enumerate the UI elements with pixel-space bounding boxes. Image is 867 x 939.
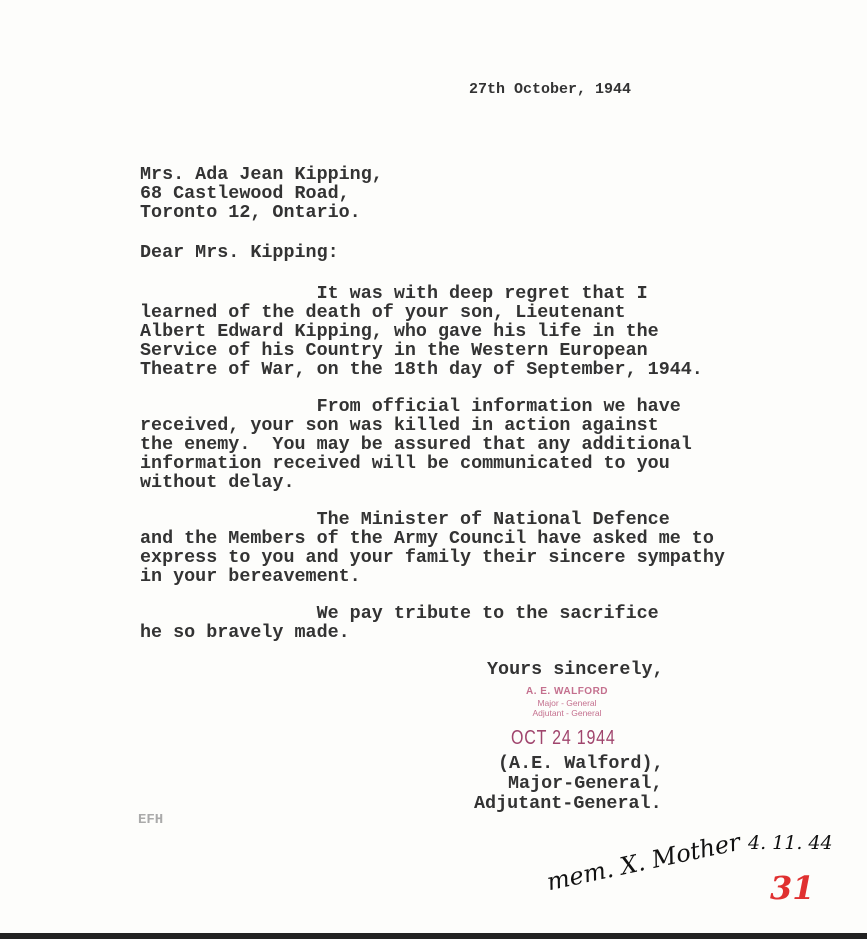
paragraph-1 <box>140 284 703 379</box>
line: information received will be communicated to you <box>140 453 670 474</box>
line: Theatre of War, on the 18th day of September, 1944. <box>140 359 703 380</box>
closing: Yours sincerely, <box>487 659 664 680</box>
scan-edge <box>0 933 867 939</box>
handwritten-note: mem. X. Mother <box>544 827 743 897</box>
paragraph-2 <box>140 397 692 492</box>
line: he so bravely made. <box>140 622 350 643</box>
line: Service of his Country in the Western European <box>140 340 648 361</box>
paragraph-3 <box>140 510 725 586</box>
line: without delay. <box>140 472 295 493</box>
line: The Minister of National Defence <box>140 509 670 530</box>
address-line: Mrs. Ada Jean Kipping, <box>140 164 383 185</box>
letter-date: 27th October, 1944 <box>469 81 632 98</box>
salutation <box>140 243 339 262</box>
line: in your bereavement. <box>140 566 361 587</box>
signatory-role: Adjutant-General. <box>474 793 662 814</box>
line: express to you and your family their sincere sympathy <box>140 547 725 568</box>
stamp-rank: Major - General <box>537 698 597 708</box>
file-number: 31 <box>770 869 815 907</box>
paragraph-4 <box>140 604 659 642</box>
line: and the Members of the Army Council have asked me to <box>140 528 714 549</box>
salutation-text: Dear Mrs. Kipping: <box>140 242 339 263</box>
line: It was with deep regret that I <box>140 283 648 304</box>
stamp-role: Adjutant - General <box>532 708 602 718</box>
line: Albert Edward Kipping, who gave his life in the <box>140 321 659 342</box>
address-line: Toronto 12, Ontario. <box>140 202 361 223</box>
signatory-name: (A.E. Walford), <box>498 753 664 774</box>
handwritten-date: 4. 11. 44 <box>748 832 833 854</box>
signatory-rank: Major-General, <box>508 773 663 794</box>
stamp-name: A. E. WALFORD <box>525 686 609 697</box>
line: received, your son was killed in action against <box>140 415 659 436</box>
line: learned of the death of your son, Lieutenant <box>140 302 626 323</box>
line: the enemy. You may be assured that any additional <box>140 434 692 455</box>
line: We pay tribute to the sacrifice <box>140 603 659 624</box>
typist-initials: EFH <box>138 812 164 828</box>
line: From official information we have <box>140 396 681 417</box>
received-date-stamp: OCT 24 1944 <box>511 727 616 749</box>
signature-stamp <box>512 686 622 718</box>
recipient-address <box>140 165 383 222</box>
address-line: 68 Castlewood Road, <box>140 183 350 204</box>
